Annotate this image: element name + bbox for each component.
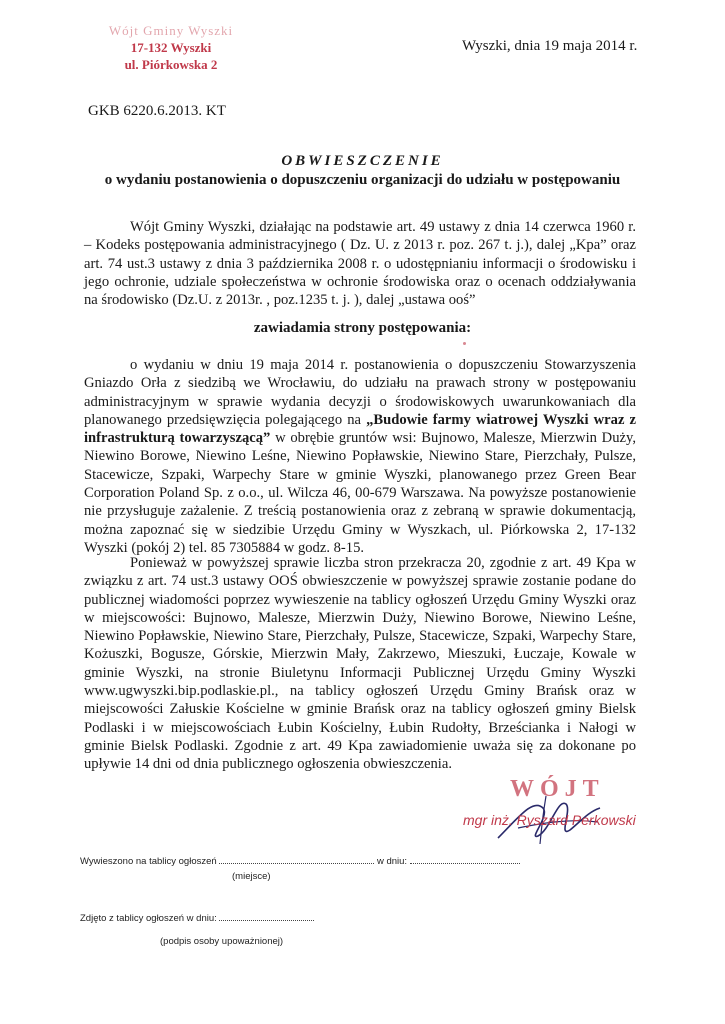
posted-date-label: w dniu: <box>376 856 408 867</box>
stamp-line-postcode: 17-132 Wyszki <box>130 40 212 55</box>
project-name: „Budowie farmy wiatrowej Wyszki wraz z infrastrukturą towarzyszącą” <box>84 411 636 447</box>
place-hint: (miejsce) <box>232 871 271 882</box>
signature-hint: (podpis osoby upoważnionej) <box>160 936 284 947</box>
reference-number: GKB 6220.6.2013. KT <box>88 103 226 119</box>
wojt-stamp: WÓJT <box>510 776 605 802</box>
removed-label: Zdjęto z tablicy ogłoszeń w dniu: <box>80 913 217 924</box>
signatory-name: mgr inż. Ryszard Perkowski <box>463 812 636 828</box>
ink-mark <box>463 342 466 345</box>
posted-place-line <box>219 863 374 864</box>
removed-field <box>80 913 314 924</box>
posted-field <box>80 856 520 867</box>
document-subtitle: o wydaniu postanowienia o dopuszczeniu organizacji do udziału w postępowaniu <box>104 172 621 188</box>
decision-text-part1: o wydaniu w dniu 19 maja 2014 r. postanowienia o dopuszczeniu Stowarzyszenia Gniazdo Orła z siedzibą we Wrocławiu, do udziału na prawach strony w postępowaniu administracyjnym w sprawie wydania decyzji o środowiskowych uwarunkowaniach dla planowanego przedsięwzięcia polegającego na <box>84 357 636 428</box>
removed-date-line <box>219 920 314 921</box>
legal-basis-paragraph: Wójt Gminy Wyszki, działając na podstawie art. 49 ustawy z dnia 14 czerwca 1960 r. – Kodeks postępowania administracyjnego ( Dz. U. z 2013 r. poz. 267 t. j.), dalej „Kpa” oraz art. 74 ust.3 ustawy z dnia 3 października 2008 r. o udostępnianiu informacji o środowisku i jego ochronie, udziale społeczeństwa w ochronie środowiska oraz o ocenach oddziaływania na środowisko (Dz.U. z 2013r. , poz.1235 t. j. ), dalej „ustawa ooś” <box>84 219 636 309</box>
posted-date-line <box>410 863 520 864</box>
stamp-line-office: Wójt Gminy Wyszki <box>108 23 234 38</box>
document-title: OBWIESZCZENIE <box>281 153 444 169</box>
stamp-line-street: ul. Piórkowska 2 <box>124 57 218 72</box>
decision-text-part2: w obrębie gruntów wsi: Bujnowo, Malesze, Mierzwin Duży, Niewino Borowe, Niewino Leśne, Niewino Popławskie, Niewino Stare, Pierzchały, Pulsze, Stacewicze, Szpaki, Warpechy Stare w gminie Wyszki, planowanego przez Green Bear Corporation Poland Sp. z o.o., ul. Wilcza 46, 00-679 Warszawa. Na powyższe postanowienie nie przysługuje zażalenie. Z treścią postanowienia oraz z zebraną w sprawie dokumentacją, można zapoznać się w siedzibie Urzędu Gminy w Wyszkach, ul. Piórkowska 2, 17-132 Wyszki (pokój 2) tel. 85 7305884 w godz. 8-15. <box>84 430 636 556</box>
place-and-date: Wyszki, dnia 19 maja 2014 r. <box>462 38 638 54</box>
posted-label: Wywieszono na tablicy ogłoszeń <box>80 856 217 867</box>
notify-heading: zawiadamia strony postępowania: <box>253 320 472 336</box>
decision-paragraph <box>84 356 636 557</box>
publication-paragraph: Ponieważ w powyższej sprawie liczba stron przekracza 20, zgodnie z art. 49 Kpa w związku z art. 74 ust.3 ustawy OOŚ obwieszczenie w powyższej sprawie zostanie podane do publicznej wiadomości poprzez wywieszenie na tablicy ogłoszeń Urzędu Gminy Wyszki oraz w miejscowości: Bujnowo, Malesze, Mierzwin Duży, Niewino Borowe, Niewino Leśne, Niewino Popławskie, Niewino Stare, Pierzchały, Pulsze, Stacewicze, Szpaki, Warpechy Stare, Kożuszki, Boguszе, Górskie, Mierzwin Mały, Zakrzewo, Mieszuki, Łuczaje, Kowale w gminie Wyszki, na stronie Biuletynu Informacji Publicznej Urzędu Gminy Wyszki www.ugwyszki.bip.podlaskie.pl., na tablicy ogłoszeń Urzędu Gminy Brańsk oraz w miejscowości Załuskie Kościelne w gminie Brańsk oraz na tablicy ogłoszeń gminy Bielsk Podlaski i w miejscowościach Łubin Kościelny, Łubin Rudołty, Brześcianka i Nałogi w gminie Bielsk Podlaski. Zgodnie z art. 49 Kpa zawiadomienie uważa się za dokonane po upływie 14 dni od dnia publicznego ogłoszenia obwieszczenia. <box>84 555 636 773</box>
office-stamp <box>76 22 266 73</box>
